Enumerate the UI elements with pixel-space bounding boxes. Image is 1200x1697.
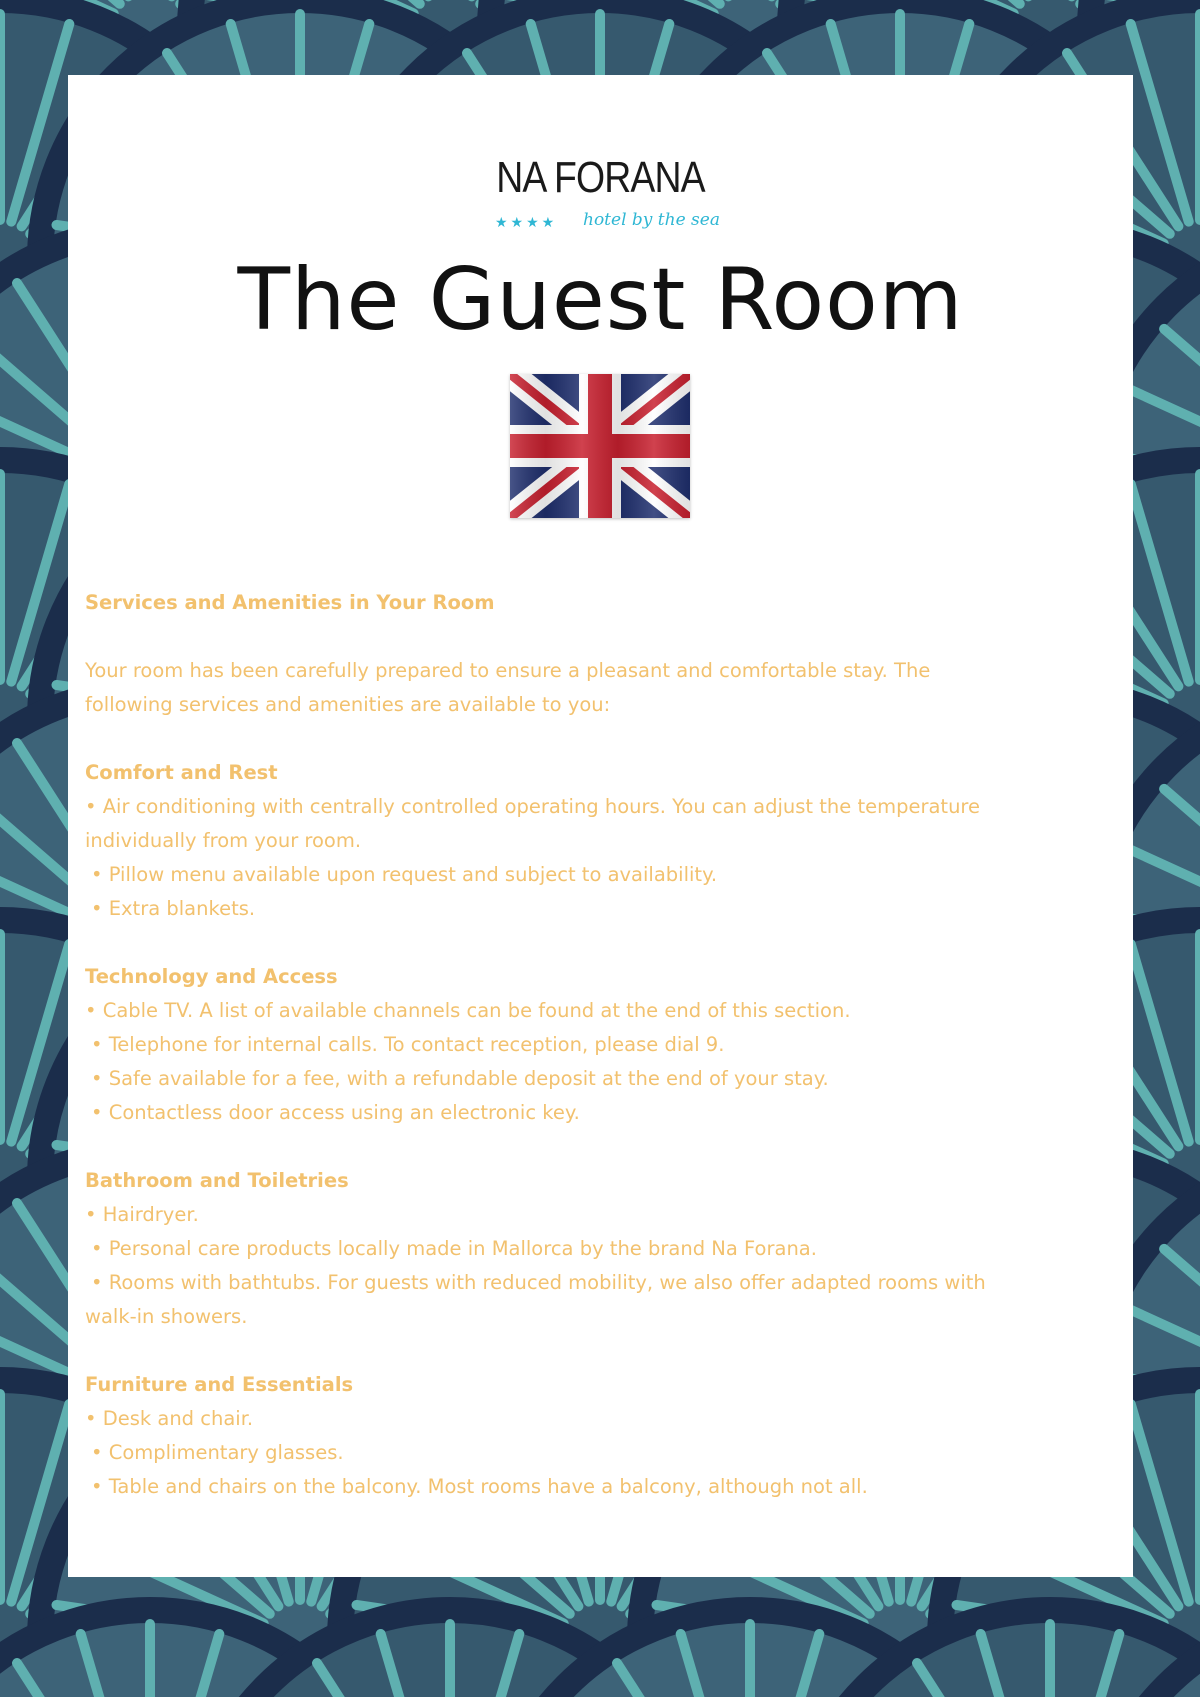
section-heading-technology: Technology and Access	[85, 965, 338, 988]
list-item: • Safe available for a fee, with a refundable deposit at the end of your stay.	[91, 1067, 829, 1090]
logo-name: NA FORANA	[496, 153, 705, 202]
list-item: • Air conditioning with centrally controlled operating hours. You can adjust the temperature	[85, 795, 981, 818]
list-item: • Desk and chair.	[85, 1407, 254, 1430]
section-heading-furniture: Furniture and Essentials	[85, 1373, 354, 1396]
list-item: • Rooms with bathtubs. For guests with reduced mobility, we also offer adapted rooms with	[91, 1271, 986, 1294]
list-item: • Telephone for internal calls. To contact reception, please dial 9.	[91, 1033, 725, 1056]
spacer	[85, 1334, 1105, 1368]
spacer	[85, 1130, 1105, 1164]
section-heading-bathroom: Bathroom and Toiletries	[85, 1169, 349, 1192]
room-info-content	[85, 586, 1105, 1504]
list-item: • Table and chairs on the balcony. Most rooms have a balcony, although not all.	[91, 1475, 868, 1498]
spacer	[85, 620, 1105, 654]
list-item: • Complimentary glasses.	[91, 1441, 344, 1464]
uk-flag-icon	[510, 374, 690, 518]
list-item: • Pillow menu available upon request and subject to availability.	[91, 863, 718, 886]
spacer	[85, 926, 1105, 960]
spacer	[85, 722, 1105, 756]
guest-room-card	[68, 75, 1133, 1577]
intro-line: following services and amenities are available to you:	[85, 693, 611, 716]
list-item: • Cable TV. A list of available channels can be found at the end of this section.	[85, 999, 851, 1022]
page-title: The Guest Room	[237, 250, 964, 350]
list-item: • Hairdryer.	[85, 1203, 199, 1226]
logo-stars: ★★★★	[495, 214, 558, 230]
intro-line: Your room has been carefully prepared to ensure a pleasant and comfortable stay. The	[85, 659, 931, 682]
list-item: • Extra blankets.	[91, 897, 256, 920]
list-item: • Personal care products locally made in Mallorca by the brand Na Forana.	[91, 1237, 817, 1260]
section-heading-comfort: Comfort and Rest	[85, 761, 278, 784]
list-item: walk-in showers.	[85, 1305, 248, 1328]
list-item: individually from your room.	[85, 829, 362, 852]
list-item: • Contactless door access using an electronic key.	[91, 1101, 580, 1124]
logo-tagline: hotel by the sea	[583, 210, 720, 230]
intro-heading: Services and Amenities in Your Room	[85, 591, 495, 614]
